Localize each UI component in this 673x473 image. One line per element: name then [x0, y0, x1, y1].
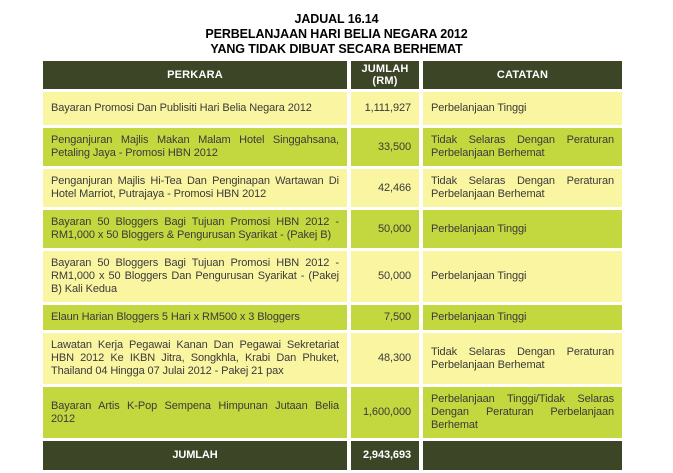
row-jumlah-cell: 1,111,927 [351, 92, 419, 125]
row-perkara-cell: Bayaran 50 Bloggers Bagi Tujuan Promosi HBN 2012 - RM1,000 x 50 Bloggers & Pengurusan Syarikat - (Pakej B) [43, 210, 347, 248]
row-catatan-cell: Tidak Selaras Dengan Peraturan Perbelanjaan Berhemat [423, 169, 622, 207]
table-row [43, 387, 622, 438]
title-line-subject: PERBELANJAAN HARI BELIA NEGARA 2012 [205, 27, 468, 41]
row-jumlah-cell: 33,500 [351, 128, 419, 166]
row-jumlah-cell: 1,600,000 [351, 387, 419, 438]
total-row [43, 441, 622, 470]
row-jumlah-cell: 50,000 [351, 210, 419, 248]
column-header-jumlah-label: JUMLAH [361, 63, 409, 75]
row-catatan-cell: Perbelanjaan Tinggi/Tidak Selaras Dengan Peraturan Perbelanjaan Berhemat [423, 387, 622, 438]
row-catatan-cell: Perbelanjaan Tinggi [423, 92, 622, 125]
table-row [43, 128, 622, 166]
table-row [43, 333, 622, 384]
row-perkara-cell: Penganjuran Majlis Hi-Tea Dan Penginapan Wartawan Di Hotel Marriot, Putrajaya - Promosi HBN 2012 [43, 169, 347, 207]
table-row [43, 251, 622, 302]
row-jumlah-cell: 7,500 [351, 305, 419, 330]
row-perkara-cell: Bayaran Promosi Dan Publisiti Hari Belia Negara 2012 [43, 92, 347, 125]
table-row [43, 210, 622, 248]
row-catatan-cell: Perbelanjaan Tinggi [423, 251, 622, 302]
row-jumlah-cell: 48,300 [351, 333, 419, 384]
row-jumlah-cell: 42,466 [351, 169, 419, 207]
header-row [43, 61, 622, 89]
title-line-jadual: JADUAL 16.14 [294, 12, 379, 26]
row-jumlah-cell: 50,000 [351, 251, 419, 302]
column-header-catatan: CATATAN [423, 61, 622, 89]
title-line-qualifier: YANG TIDAK DIBUAT SECARA BERHEMAT [210, 42, 463, 56]
row-catatan-cell: Perbelanjaan Tinggi [423, 210, 622, 248]
total-empty-cell [423, 441, 622, 470]
row-perkara-cell: Lawatan Kerja Pegawai Kanan Dan Pegawai Sekretariat HBN 2012 Ke IKBN Jitra, Songkhla, Krabi Dan Phuket, Thailand 04 Hingga 07 Julai 2012 - Pakej 21 pax [43, 333, 347, 384]
row-catatan-cell: Tidak Selaras Dengan Peraturan Perbelanjaan Berhemat [423, 128, 622, 166]
row-perkara-cell: Penganjuran Majlis Makan Malam Hotel Singgahsana, Petaling Jaya - Promosi HBN 2012 [43, 128, 347, 166]
total-value: 2,943,693 [351, 441, 419, 470]
row-catatan-cell: Tidak Selaras Dengan Peraturan Perbelanjaan Berhemat [423, 333, 622, 384]
table-row [43, 305, 622, 330]
row-perkara-cell: Bayaran Artis K-Pop Sempena Himpunan Jutaan Belia 2012 [43, 387, 347, 438]
table-title [0, 0, 673, 57]
row-catatan-cell: Perbelanjaan Tinggi [423, 305, 622, 330]
row-perkara-cell: Elaun Harian Bloggers 5 Hari x RM500 x 3 Bloggers [43, 305, 347, 330]
column-header-jumlah [351, 61, 419, 89]
column-header-jumlah-unit: (RM) [372, 75, 398, 87]
total-label: JUMLAH [43, 441, 347, 470]
column-header-perkara: PERKARA [43, 61, 347, 89]
expenditure-table [39, 58, 626, 473]
row-perkara-cell: Bayaran 50 Bloggers Bagi Tujuan Promosi HBN 2012 - RM1,000 x 50 Bloggers Dan Pengurusan Syarikat - (Pakej B) Kali Kedua [43, 251, 347, 302]
table-row [43, 169, 622, 207]
table-row [43, 92, 622, 125]
